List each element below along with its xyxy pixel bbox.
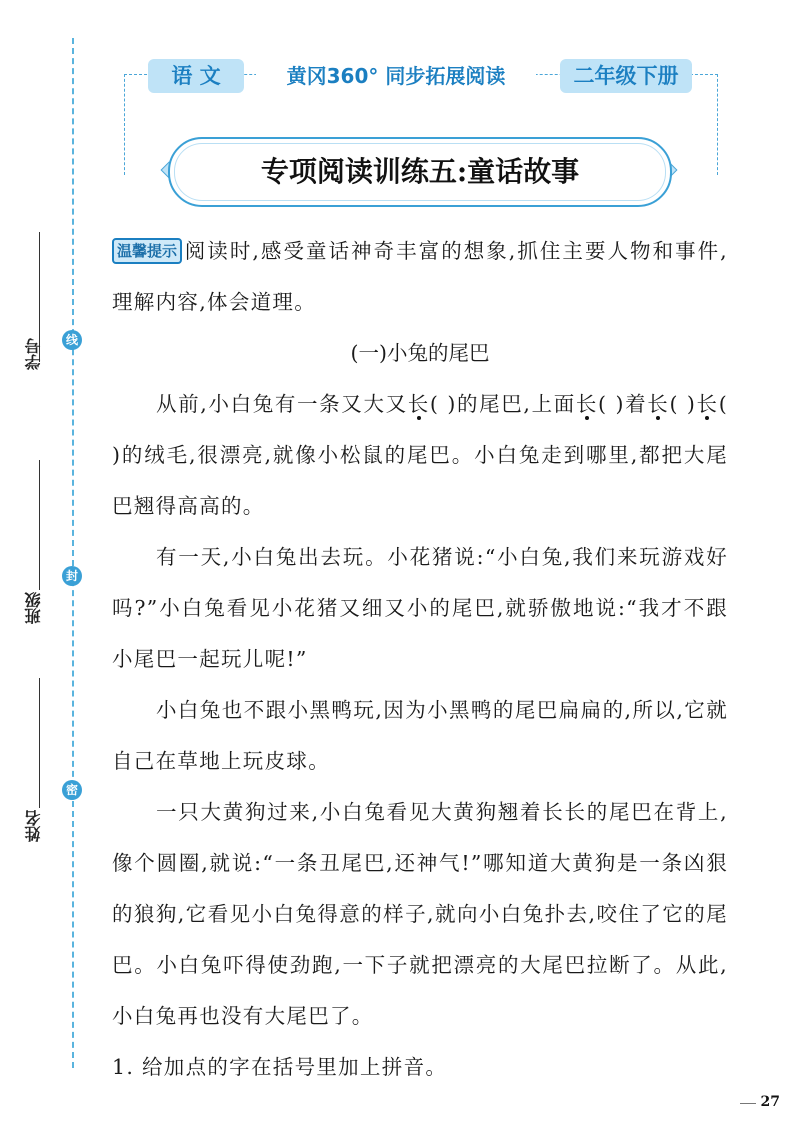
- binding-mark-xian: 线: [62, 330, 82, 350]
- class-rule: [39, 460, 40, 590]
- p1-text-d: ( ): [669, 392, 697, 416]
- story-paragraph-1: [112, 379, 728, 532]
- binding-mark-mi: 密: [62, 780, 82, 800]
- p1-text-b: ( )的尾巴,上面: [429, 392, 576, 416]
- tip-text: 阅读时,感受童话神奇丰富的想象,抓住主要人物和事件,理解内容,体会道理。: [112, 239, 728, 314]
- content-area: [112, 226, 728, 1093]
- name-rule: [39, 678, 40, 808]
- name-label: 姓名: [24, 810, 43, 842]
- tip-paragraph: [112, 226, 728, 328]
- student-id-label: 学号: [24, 338, 43, 370]
- p1-text-c: ( )着: [598, 392, 648, 416]
- title-box: [168, 137, 672, 207]
- page-number: 27: [760, 1094, 780, 1110]
- story-paragraph-2: 有一天,小白兔出去玩。小花猪说:“小白兔,我们来玩游戏好吗?”小白兔看见小花猪又细又小的尾巴,就骄傲地说:“我才不跟小尾巴一起玩儿呢!”: [112, 545, 728, 671]
- subject-badge: 语 文: [148, 59, 244, 93]
- question-1: 1. 给加点的字在括号里加上拼音。: [112, 1055, 448, 1079]
- story-paragraph-4: 一只大黄狗过来,小白兔看见大黄狗翘着长长的尾巴在背上,像个圆圈,就说:“一条丑尾巴,还神气!”哪知道大黄狗是一条凶狠的狼狗,它看见小白兔得意的样子,就向小白兔扑去,咬住了它的尾巴。小白兔吓得使劲跑,一下子就把漂亮的大尾巴拉断了。从此,小白兔再也没有大尾巴了。: [112, 800, 728, 1028]
- page-title: 专项阅读训练五:童话故事: [260, 155, 580, 188]
- p1-text-e: ( )的绒毛,很漂亮,就像小松鼠的尾巴。小白兔走到哪里,都把大尾巴翘得高高的。: [112, 392, 729, 518]
- series-name: 黄冈360° 同步拓展阅读: [256, 59, 536, 93]
- binding-mark-feng: 封: [62, 566, 82, 586]
- story-paragraph-3: 小白兔也不跟小黑鸭玩,因为小黑鸭的尾巴扁扁的,所以,它就自己在草地上玩皮球。: [112, 698, 728, 773]
- dotted-char-1: 长: [407, 392, 430, 416]
- binding-dashed-line: [72, 38, 74, 1068]
- dotted-char-3: 长: [647, 392, 670, 416]
- p1-text-a: 从前,小白兔有一条又大又: [156, 392, 408, 416]
- page-number-dash-left: [740, 1103, 756, 1104]
- tip-badge: 温馨提示: [112, 238, 182, 264]
- class-label: 班级: [24, 592, 43, 624]
- dotted-char-2: 长: [575, 392, 599, 416]
- grade-badge: 二年级下册: [560, 59, 692, 93]
- story-title: (一)小兔的尾巴: [350, 341, 490, 365]
- dotted-char-4: 长: [696, 392, 719, 416]
